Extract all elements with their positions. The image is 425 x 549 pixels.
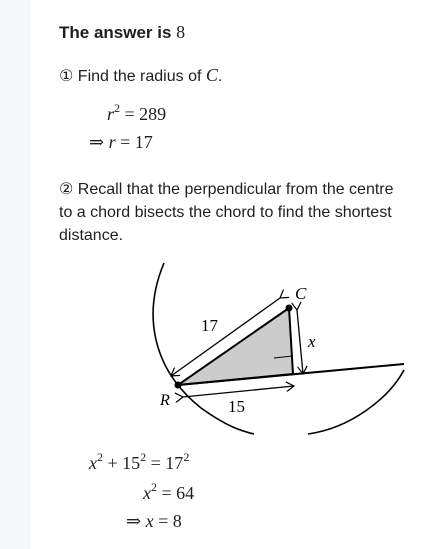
eq1-exp: 2 (114, 101, 121, 115)
point-R (175, 382, 182, 389)
f1-eq: = 17 (150, 453, 184, 473)
f2-x-exp: 2 (151, 480, 157, 494)
label-C: C (295, 284, 307, 303)
step2-text: Recall that the perpendicular from the centre to a chord bisects the chord to find the shortest distance. (59, 181, 394, 244)
solution-card (31, 0, 425, 549)
label-17: 17 (201, 316, 218, 335)
final-equation-2 (143, 480, 195, 504)
step1-equation-2 (89, 132, 153, 153)
step1-marker: ① (59, 68, 74, 85)
eq2-arrow: ⇒ (89, 132, 105, 152)
step1-text: Find the radius of (77, 68, 202, 85)
label-R: R (160, 392, 170, 409)
circle-arc-right (308, 370, 404, 434)
eq1-rhs: = 289 (124, 104, 167, 124)
label-x: x (308, 332, 316, 351)
half-chord-arrow (183, 386, 294, 397)
f2-x: x (143, 483, 151, 503)
step2-marker: ② (59, 181, 74, 198)
f3-rhs: = 8 (158, 511, 182, 531)
f1-x: x (89, 453, 97, 473)
label-15: 15 (228, 397, 245, 416)
step1-period: . (217, 68, 223, 85)
point-C (286, 305, 293, 312)
f1-x-exp: 2 (97, 450, 103, 464)
circle-chord-diagram (31, 258, 425, 438)
final-equation-1 (89, 450, 190, 474)
x-arrow (297, 310, 303, 374)
triangle-shape (178, 308, 293, 385)
f3-x: x (145, 511, 154, 531)
f1-15-exp: 2 (140, 450, 147, 464)
eq2-var: r (108, 132, 116, 152)
eq1-lhs: r (107, 104, 115, 124)
f1-plus: + 15 (107, 453, 141, 473)
answer-prefix: The answer is (59, 23, 172, 42)
step2-paragraph (59, 178, 394, 247)
answer-value: 8 (176, 22, 186, 42)
eq2-rhs: = 17 (120, 132, 153, 152)
answer-line (59, 20, 185, 45)
f2-rhs: = 64 (161, 483, 195, 503)
step1-heading (59, 64, 222, 88)
step1-equation-1 (107, 101, 167, 125)
f3-arrow: ⇒ (126, 511, 142, 531)
final-equation-3 (126, 511, 182, 532)
f1-17-exp: 2 (183, 450, 190, 464)
step1-symbol: C (205, 65, 218, 85)
